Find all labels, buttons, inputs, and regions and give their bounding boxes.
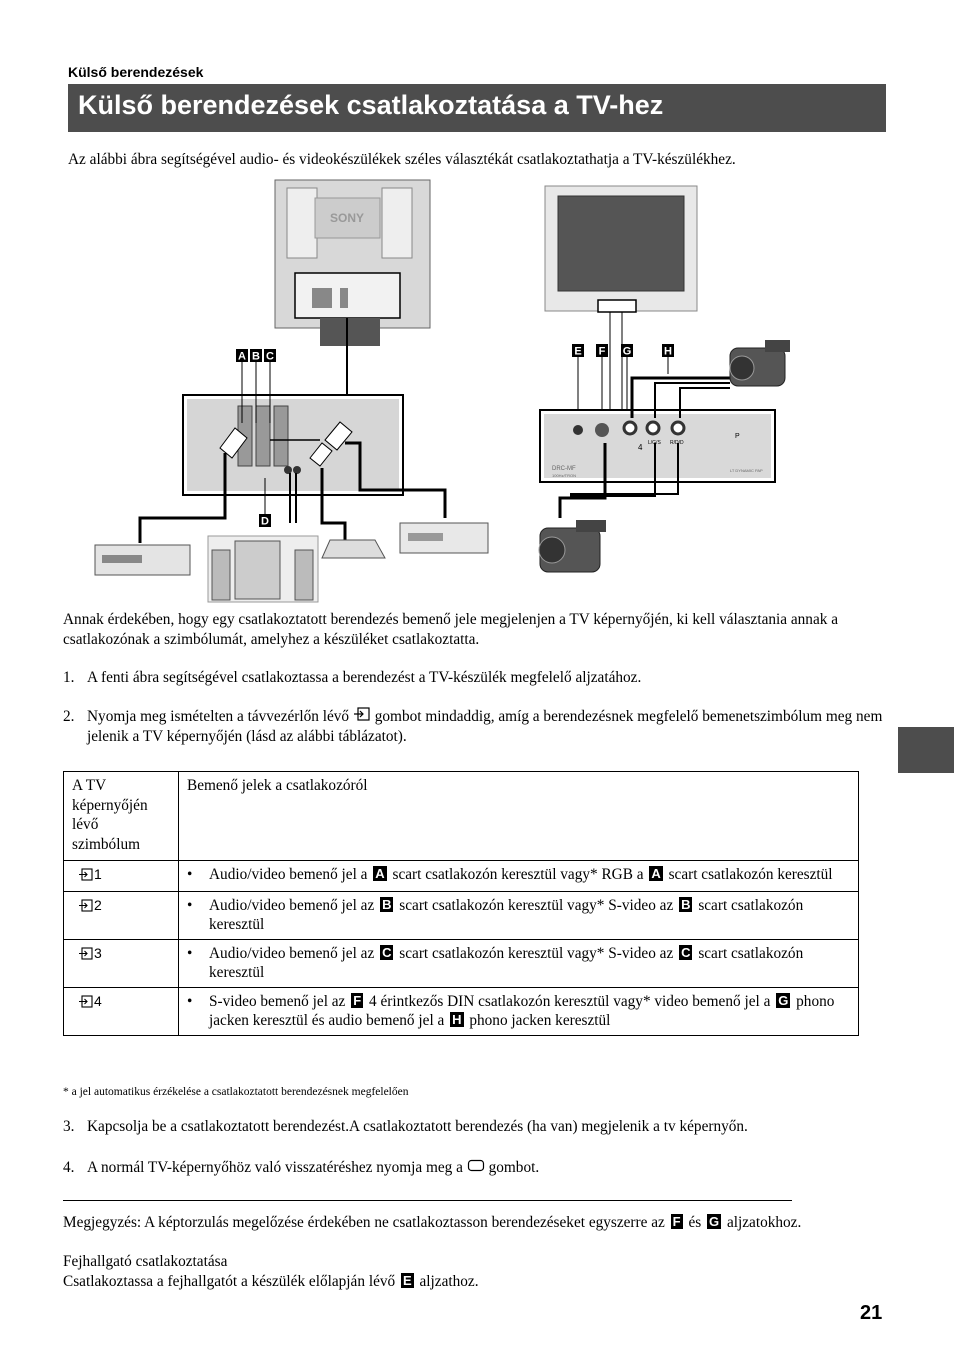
side-tab — [898, 727, 954, 773]
svg-text:A: A — [238, 350, 246, 363]
headphone-title: Fejhallgató csatlakoztatása — [63, 1253, 228, 1270]
page-title: Külső berendezések csatlakoztatása a TV-hez — [78, 90, 664, 120]
camcorder-bottom-illustration — [539, 520, 606, 572]
table-row: 1 • Audio/video bemenő jel a A scart csatlakozón keresztül vagy* RGB a A scart csatlakozón keresztül — [64, 861, 859, 892]
svg-text:G: G — [622, 345, 632, 358]
table-row: 3 • Audio/video bemenő jel az C scart csatlakozón keresztül vagy* S-video az C scart csatlakozón keresztül — [64, 939, 859, 987]
tv-front-illustration — [545, 186, 697, 312]
table-header-symbol: A TV képernyőjén lévő szimbólum — [64, 772, 179, 861]
svg-text:E: E — [574, 345, 582, 358]
rear-panel-closeup — [183, 395, 403, 495]
tv-button-icon — [467, 1159, 485, 1172]
camcorder-top-illustration — [730, 340, 790, 386]
tv-rear-illustration — [275, 180, 430, 346]
svg-text:F: F — [598, 345, 606, 358]
input-icon: 3 — [72, 944, 102, 964]
svg-text:H: H — [664, 345, 672, 358]
headphone-section — [63, 1252, 893, 1291]
footnote: * a jel automatikus érzékelése a csatlakoztatott berendezésnek megfelelően — [63, 1086, 409, 1098]
input-icon: 1 — [72, 865, 102, 885]
vcr-illustration — [400, 523, 488, 553]
divider — [63, 1200, 792, 1201]
input-icon: 4 — [72, 992, 102, 1012]
input-icon: 2 — [72, 896, 102, 916]
hifi-system-illustration — [208, 536, 318, 602]
svg-text:C: C — [266, 350, 274, 363]
decoder-illustration — [322, 540, 385, 558]
table-header-signals: Bemenő jelek a csatlakozóról — [179, 772, 859, 861]
input-select-icon — [353, 707, 371, 721]
section-label: Külső berendezések — [68, 64, 204, 80]
svg-text:P: P — [735, 433, 740, 440]
table-row: 2 • Audio/video bemenő jel az B scart csatlakozón keresztül vagy* S-video az B scart csatlakozón keresztül — [64, 891, 859, 939]
table-row: 4 • S-video bemenő jel az F 4 érintkezős DIN csatlakozón keresztül vagy* video bemenő jel a G phono jacken keresztül és audio bemenő jel a H phono jacken keresztül — [64, 987, 859, 1035]
svg-text:100Hz/TRON: 100Hz/TRON — [552, 473, 577, 478]
connection-diagram — [90, 178, 790, 608]
page-number: 21 — [860, 1302, 883, 1324]
front-panel-closeup — [540, 410, 775, 482]
selection-paragraph: Annak érdekében, hogy egy csatlakoztatott berendezés bemenő jele megjelenjen a TV képernyőjén, ki kell választania annak a csatlakozónak a szimbólumát, amelyhez a készüléket csatlakoztatta. — [63, 611, 839, 648]
label-abc — [236, 349, 276, 423]
svg-text:DRC-MF: DRC-MF — [552, 466, 576, 472]
intro-text: Az alábbi ábra segítségével audio- és videokészülékek széles választékát csatlakoztathatja a TV-készülékhez. — [68, 151, 736, 168]
svg-text:LT DYNAMIC PAP: LT DYNAMIC PAP — [730, 468, 763, 473]
headphone-text: Csatlakoztassa a fejhallgatót a készülék előlapján lévő E aljzathoz. — [63, 1272, 479, 1290]
svg-text:4: 4 — [638, 443, 643, 452]
svg-text:L/G/S: L/G/S — [648, 440, 661, 446]
brand-logo: SONY — [329, 211, 365, 225]
svg-text:B: B — [252, 350, 260, 363]
label-d: D — [261, 515, 269, 528]
input-table — [63, 771, 859, 1036]
note: Megjegyzés: A képtorzulás megelőzése érdekében ne csatlakoztasson berendezéseket egyszerre az F és G aljzatokhoz. — [63, 1214, 802, 1231]
title-bar — [68, 84, 886, 132]
dvd-player-illustration — [95, 545, 190, 575]
svg-text:R/D/D: R/D/D — [670, 440, 684, 446]
label-efgh — [572, 344, 674, 418]
